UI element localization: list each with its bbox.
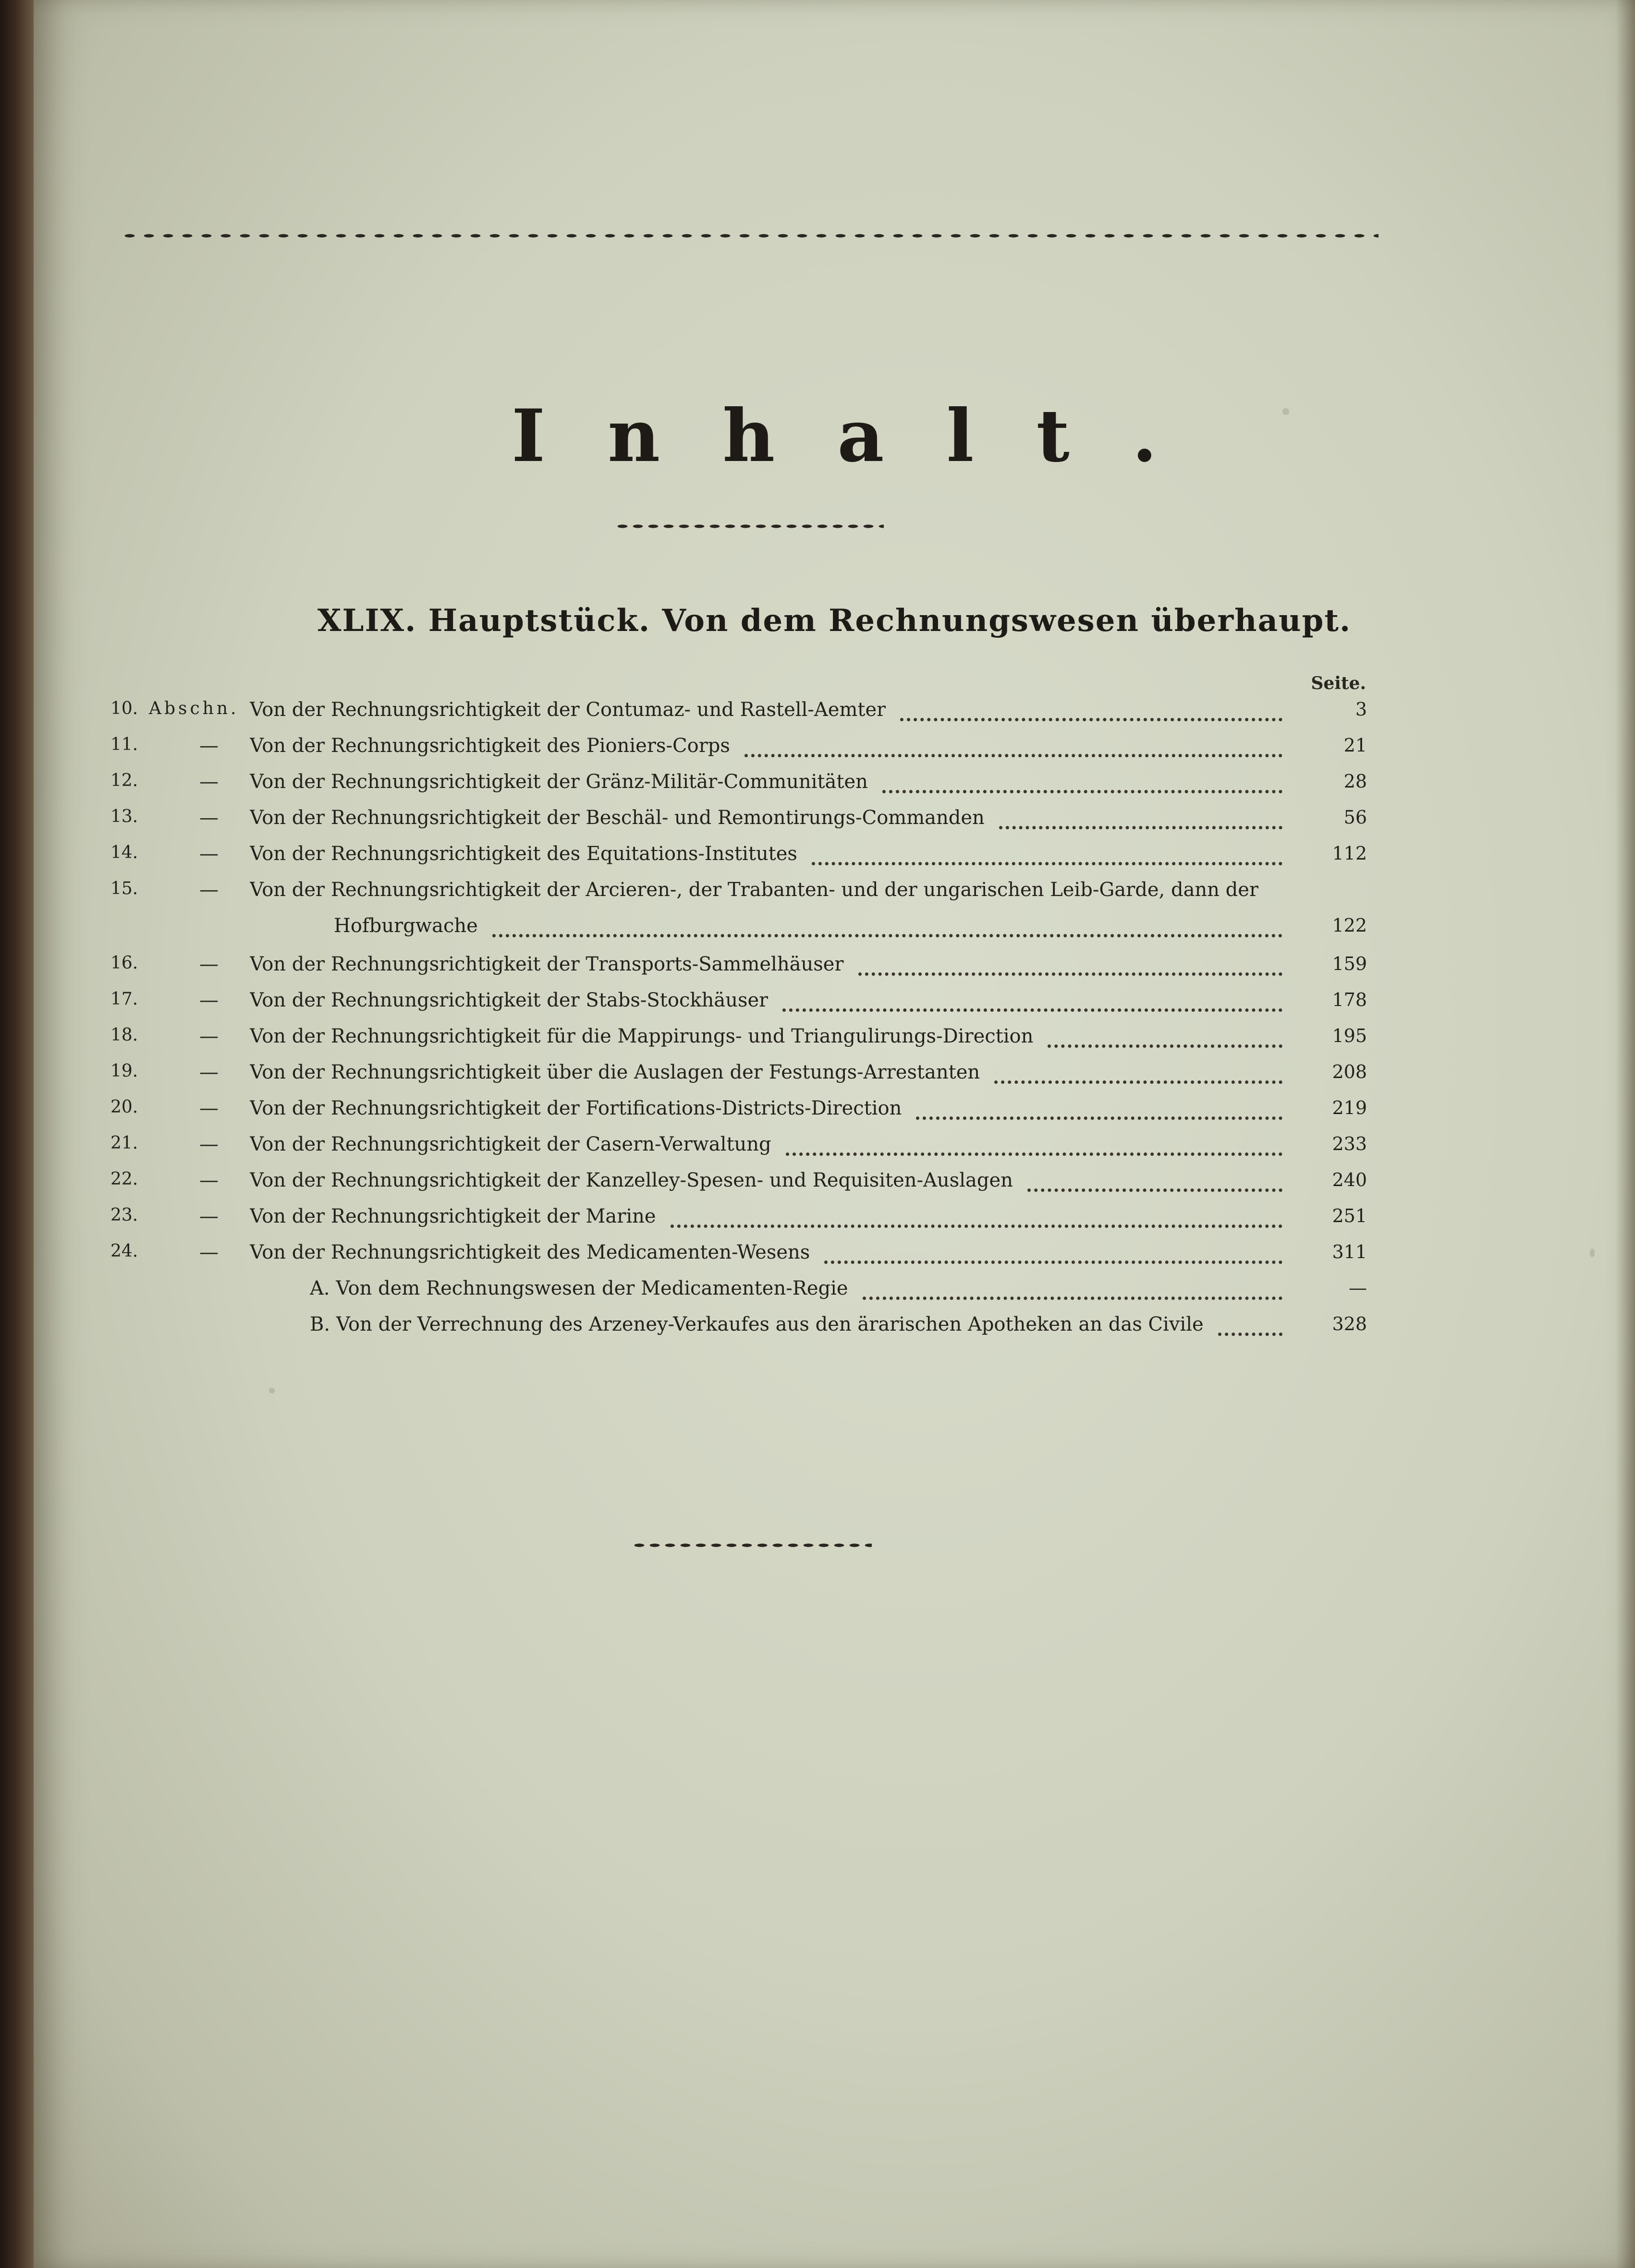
toc-section-number: 20.	[110, 1097, 138, 1117]
toc-entry-title: Von der Rechnungsrichtigkeit des Equitations-Institutes	[250, 843, 797, 865]
toc-entry-title: Von der Rechnungsrichtigkeit der Contumaz- und Rastell-Aemter	[250, 699, 886, 721]
toc-entry-title: Von der Rechnungsrichtigkeit der Casern-Verwaltung	[250, 1133, 771, 1155]
toc-row	[34, 989, 1635, 1023]
toc-ditto-dash: —	[199, 771, 219, 793]
toc-ditto-dash: —	[199, 953, 219, 975]
toc-ditto-dash: —	[199, 1025, 219, 1047]
toc-dot-leader	[824, 1241, 1282, 1264]
toc-dot-leader	[858, 953, 1282, 976]
toc-section-number: 12.	[110, 771, 138, 790]
toc-section-number: 10.	[110, 699, 138, 718]
toc-entry-title: Von der Rechnungsrichtigkeit der Arcieren-, der Trabanten- und der ungarischen Leib-Garde, dann der	[250, 879, 1259, 901]
toc-dot-leader	[1218, 1313, 1282, 1336]
toc-dot-leader	[994, 1061, 1282, 1084]
toc-abschnitt-label: Abschn.	[149, 699, 239, 718]
toc-row	[34, 1133, 1635, 1167]
page-column-label: Seite.	[1311, 673, 1366, 693]
ornament-rule-bottom	[632, 1542, 872, 1548]
toc-page-number: 56	[1343, 807, 1367, 828]
toc-section-number: 23.	[110, 1205, 138, 1225]
toc-dot-leader	[782, 989, 1282, 1012]
toc-dot-leader	[812, 843, 1282, 865]
toc-page-number: 122	[1332, 915, 1367, 936]
toc-ditto-dash: —	[199, 807, 219, 829]
toc-row	[34, 1313, 1635, 1347]
toc-entry-title: Von der Rechnungsrichtigkeit der Stabs-Stockhäuser	[250, 989, 769, 1011]
toc-ditto-dash: —	[199, 1097, 219, 1119]
toc-page-number: 112	[1332, 843, 1367, 864]
toc-section-number: 21.	[110, 1133, 138, 1153]
toc-row	[34, 1169, 1635, 1203]
toc-dot-leader	[916, 1097, 1282, 1120]
toc-section-number: 15.	[110, 879, 138, 898]
toc-dot-leader	[744, 735, 1282, 757]
toc-row	[34, 1241, 1635, 1275]
toc-dot-leader	[882, 771, 1282, 793]
toc-page-number: 208	[1332, 1061, 1367, 1082]
toc-entry-title: Von der Rechnungsrichtigkeit der Transports-Sammelhäuser	[250, 953, 844, 975]
page-title: Inhalt.	[512, 394, 1220, 478]
toc-entry-title: Von der Rechnungsrichtigkeit der Beschäl- und Remontirungs-Commanden	[250, 807, 985, 829]
toc-row	[34, 915, 1635, 948]
toc-page-number: 3	[1355, 699, 1367, 720]
toc-entry-title: B. Von der Verrechnung des Arzeney-Verkaufes aus den ärarischen Apotheken an das Civile	[310, 1313, 1204, 1335]
toc-page-number: 251	[1332, 1205, 1367, 1226]
toc-ditto-dash: —	[199, 1241, 219, 1263]
toc-ditto-dash: —	[199, 735, 219, 757]
toc-entry-title: Von der Rechnungsrichtigkeit der Fortifications-Districts-Direction	[250, 1097, 902, 1119]
toc-page-number: 240	[1332, 1169, 1367, 1190]
toc-entry-title: A. Von dem Rechnungswesen der Medicamenten-Regie	[310, 1277, 848, 1299]
toc-entry-title: Hofburgwache	[334, 915, 478, 937]
toc-section-number: 18.	[110, 1025, 138, 1045]
toc-row	[34, 771, 1635, 804]
toc-entry-title: Von der Rechnungsrichtigkeit der Marine	[250, 1205, 656, 1227]
toc-dot-leader	[999, 807, 1282, 829]
toc-dot-leader	[786, 1133, 1282, 1156]
toc-dot-leader	[492, 915, 1282, 937]
toc-dot-leader	[863, 1277, 1282, 1300]
toc-section-number: 13.	[110, 807, 138, 826]
toc-page-number: 21	[1343, 735, 1367, 756]
toc-row	[34, 1097, 1635, 1131]
toc-dot-leader	[671, 1205, 1282, 1228]
toc-page-number: 28	[1343, 771, 1367, 792]
toc-ditto-dash: —	[199, 1061, 219, 1083]
ornament-rule-title	[615, 523, 884, 529]
toc-row	[34, 1025, 1635, 1059]
toc-row	[34, 843, 1635, 876]
toc-page-number: 219	[1332, 1097, 1367, 1118]
toc-section-number: 14.	[110, 843, 138, 862]
toc-ditto-dash: —	[199, 843, 219, 865]
toc-page-number: 159	[1332, 953, 1367, 974]
toc-page-number: 311	[1332, 1241, 1367, 1262]
toc-section-number: 16.	[110, 953, 138, 973]
toc-entry-title: Von der Rechnungsrichtigkeit für die Mappirungs- und Triangulirungs-Direction	[250, 1025, 1034, 1047]
toc-section-number: 19.	[110, 1061, 138, 1081]
toc-dot-leader	[1048, 1025, 1282, 1048]
toc-row	[34, 735, 1635, 768]
toc-ditto-dash: —	[199, 879, 219, 901]
document-page	[34, 0, 1635, 2268]
ornament-rule-top	[120, 232, 1379, 239]
paper-spot	[269, 1388, 275, 1394]
toc-section-number: 22.	[110, 1169, 138, 1189]
toc-section-number: 24.	[110, 1241, 138, 1261]
toc-row	[34, 1061, 1635, 1095]
toc-entry-title: Von der Rechnungsrichtigkeit über die Auslagen der Festungs-Arrestanten	[250, 1061, 980, 1083]
toc-entry-title: Von der Rechnungsrichtigkeit des Medicamenten-Wesens	[250, 1241, 810, 1263]
toc-ditto-dash: —	[199, 1205, 219, 1227]
toc-row	[34, 699, 1635, 732]
toc-row	[34, 807, 1635, 840]
toc-entry-title: Von der Rechnungsrichtigkeit der Kanzelley-Spesen- und Requisiten-Auslagen	[250, 1169, 1013, 1191]
toc-ditto-dash: —	[199, 1169, 219, 1191]
toc-dot-leader	[900, 699, 1282, 721]
toc-page-number: —	[1349, 1277, 1367, 1298]
toc-dot-leader	[1027, 1169, 1282, 1192]
toc-row	[34, 1277, 1635, 1311]
toc-page-number: 233	[1332, 1133, 1367, 1154]
toc-page-number: 195	[1332, 1025, 1367, 1046]
toc-row	[34, 953, 1635, 987]
toc-page-number: 178	[1332, 989, 1367, 1010]
toc-entry-title: Von der Rechnungsrichtigkeit der Gränz-Militär-Communitäten	[250, 771, 868, 793]
book-spine	[0, 0, 34, 2268]
toc-row	[34, 1205, 1635, 1239]
toc-entry-title: Von der Rechnungsrichtigkeit des Pioniers-Corps	[250, 735, 730, 757]
toc-ditto-dash: —	[199, 1133, 219, 1155]
toc-ditto-dash: —	[199, 989, 219, 1011]
toc-section-number: 11.	[110, 735, 138, 754]
chapter-heading: XLIX. Hauptstück. Von dem Rechnungswesen überhaupt.	[317, 603, 1352, 639]
toc-row	[34, 879, 1635, 912]
toc-page-number: 328	[1332, 1313, 1367, 1334]
toc-section-number: 17.	[110, 989, 138, 1009]
